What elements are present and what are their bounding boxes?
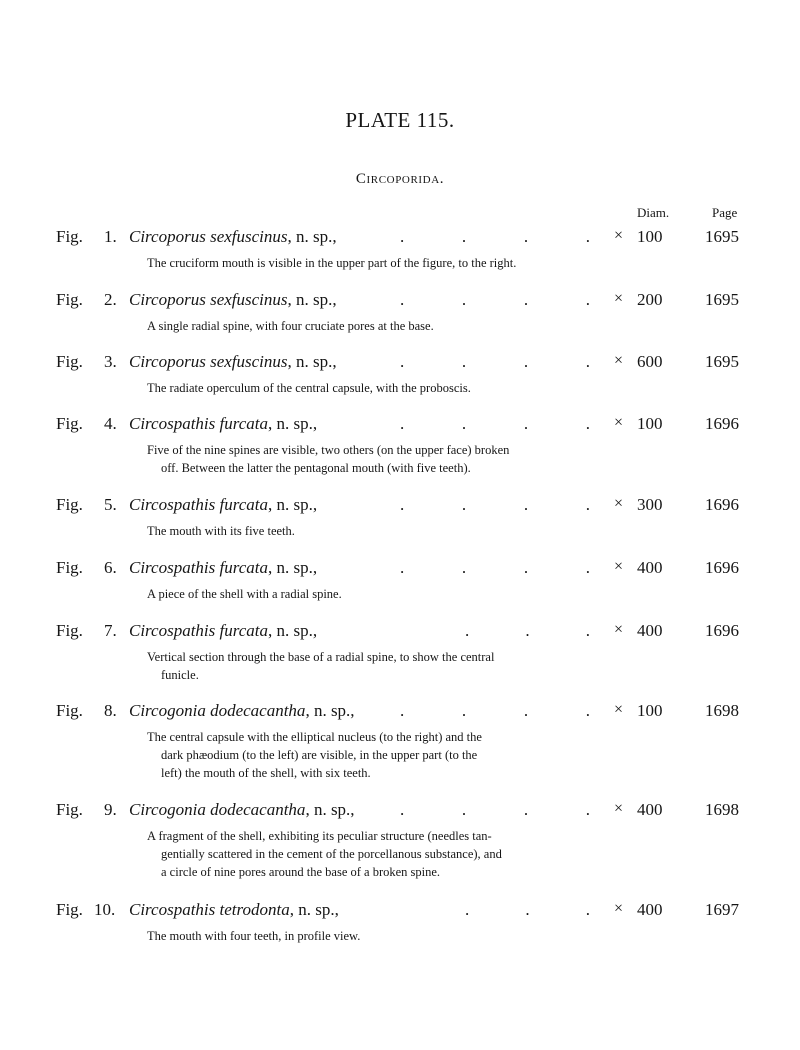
fig-label: Fig. <box>56 495 83 514</box>
fig-label: Fig. <box>56 227 83 246</box>
fig-number: 3. <box>104 352 117 371</box>
fig-label: Fig. <box>56 701 83 720</box>
page-number: 1696 <box>705 495 739 514</box>
fig-label: Fig. <box>56 414 83 433</box>
figure-description: A single radial spine, with four cruciate pores at the base. <box>147 319 434 333</box>
fig-number: 9. <box>104 800 117 819</box>
species-name: Circogonia dodecacantha <box>129 800 306 819</box>
species-suffix: , n. sp., <box>268 558 318 577</box>
column-header-page: Page <box>712 205 738 220</box>
page-number: 1697 <box>705 900 739 919</box>
figure-entry <box>0 352 800 397</box>
fig-label: Fig. <box>56 900 83 919</box>
species-line <box>129 800 355 820</box>
figure-description: A piece of the shell with a radial spine. <box>147 587 342 601</box>
species-suffix: , n. sp., <box>287 227 337 246</box>
magnification: 200 <box>637 290 663 309</box>
figure-description: The radiate operculum of the central capsule, with the proboscis. <box>147 381 471 395</box>
page-number: 1698 <box>705 701 739 720</box>
leader-dots: . . . . <box>400 227 590 246</box>
fig-number: 6. <box>104 558 117 577</box>
leader-dots: . . . . <box>400 800 590 819</box>
section-title: Circoporida. <box>355 171 445 187</box>
magnification: 100 <box>637 414 663 433</box>
figure-entry <box>0 701 800 782</box>
figure-entry <box>0 227 800 272</box>
magnification-sign: × <box>614 900 624 917</box>
magnification-sign: × <box>614 290 624 307</box>
page-number: 1696 <box>705 414 739 433</box>
figure-description: The cruciform mouth is visible in the upper part of the figure, to the right. <box>147 256 517 270</box>
leader-dots: . . . . <box>400 352 590 371</box>
species-line <box>129 900 339 920</box>
figure-entry <box>0 495 800 540</box>
figure-description: The central capsule with the elliptical nucleus (to the right) and the dark phæodium (to the left) are visible, in the upper part (to the left) the mouth of the shell, with six teeth. <box>147 730 482 780</box>
figure-description: Vertical section through the base of a radial spine, to show the central funicle. <box>147 650 495 682</box>
species-name: Circospathis furcata <box>129 495 268 514</box>
figure-description: Five of the nine spines are visible, two others (on the upper face) broken off. Between the latter the pentagonal mouth (with five teeth). <box>147 443 510 475</box>
magnification-sign: × <box>614 558 624 575</box>
leader-dots: . . . <box>465 900 590 919</box>
magnification: 100 <box>637 701 663 720</box>
magnification-sign: × <box>614 701 624 718</box>
species-name: Circospathis tetrodonta <box>129 900 290 919</box>
species-suffix: , n. sp., <box>305 701 355 720</box>
species-name: Circoporus sexfuscinus <box>129 290 288 309</box>
leader-dots: . . . . <box>400 414 590 433</box>
fig-label: Fig. <box>56 621 83 640</box>
fig-label: Fig. <box>56 800 83 819</box>
species-name: Circogonia dodecacantha <box>129 701 306 720</box>
page-number: 1698 <box>705 800 739 819</box>
magnification-sign: × <box>614 495 624 512</box>
species-line <box>129 558 317 578</box>
magnification-sign: × <box>614 227 624 244</box>
figure-entry <box>0 900 800 945</box>
magnification: 400 <box>637 900 663 919</box>
magnification: 100 <box>637 227 663 246</box>
species-suffix: , n. sp., <box>268 414 318 433</box>
fig-number: 5. <box>104 495 117 514</box>
species-line <box>129 414 317 434</box>
magnification: 400 <box>637 558 663 577</box>
fig-number: 1. <box>104 227 117 246</box>
page-number: 1695 <box>705 290 739 309</box>
species-suffix: , n. sp., <box>305 800 355 819</box>
column-header-diam: Diam. <box>637 205 670 220</box>
fig-number: 2. <box>104 290 117 309</box>
fig-number: 4. <box>104 414 117 433</box>
leader-dots: . . . . <box>400 290 590 309</box>
figure-entry <box>0 290 800 335</box>
page-number: 1696 <box>705 621 739 640</box>
fig-number: 7. <box>104 621 117 640</box>
species-line <box>129 290 337 310</box>
leader-dots: . . . . <box>400 558 590 577</box>
magnification-sign: × <box>614 414 624 431</box>
leader-dots: . . . . <box>400 495 590 514</box>
magnification: 400 <box>637 621 663 640</box>
species-name: Circoporus sexfuscinus <box>129 227 288 246</box>
figure-entry <box>0 621 800 684</box>
species-suffix: , n. sp., <box>287 290 337 309</box>
species-line <box>129 621 317 641</box>
fig-number: 10. <box>94 900 116 919</box>
figure-entry <box>0 414 800 477</box>
species-line <box>129 701 355 721</box>
fig-label: Fig. <box>56 290 83 309</box>
figure-description: The mouth with its five teeth. <box>147 524 295 538</box>
fig-label: Fig. <box>56 352 83 371</box>
species-suffix: , n. sp., <box>289 900 339 919</box>
page-number: 1695 <box>705 227 739 246</box>
species-name: Circospathis furcata <box>129 558 268 577</box>
page-number: 1696 <box>705 558 739 577</box>
magnification: 600 <box>637 352 663 371</box>
plate-title: PLATE 115. <box>345 108 455 132</box>
leader-dots: . . . <box>465 621 590 640</box>
species-line <box>129 495 317 515</box>
figure-description: A fragment of the shell, exhibiting its peculiar structure (needles tan- gentially scattered in the cement of the porcellanous substance), and a circle of nine pores around the base of a broken spine. <box>147 829 502 879</box>
species-line <box>129 352 337 372</box>
magnification: 400 <box>637 800 663 819</box>
magnification-sign: × <box>614 800 624 817</box>
species-name: Circospathis furcata <box>129 414 268 433</box>
magnification-sign: × <box>614 621 624 638</box>
species-name: Circoporus sexfuscinus <box>129 352 288 371</box>
fig-number: 8. <box>104 701 117 720</box>
magnification: 300 <box>637 495 663 514</box>
species-line <box>129 227 337 247</box>
figure-description: The mouth with four teeth, in profile view. <box>147 929 361 943</box>
page-number: 1695 <box>705 352 739 371</box>
magnification-sign: × <box>614 352 624 369</box>
species-suffix: , n. sp., <box>268 621 318 640</box>
figure-entry <box>0 800 800 881</box>
species-name: Circospathis furcata <box>129 621 268 640</box>
leader-dots: . . . . <box>400 701 590 720</box>
figure-entry <box>0 558 800 603</box>
species-suffix: , n. sp., <box>287 352 337 371</box>
species-suffix: , n. sp., <box>268 495 318 514</box>
fig-label: Fig. <box>56 558 83 577</box>
